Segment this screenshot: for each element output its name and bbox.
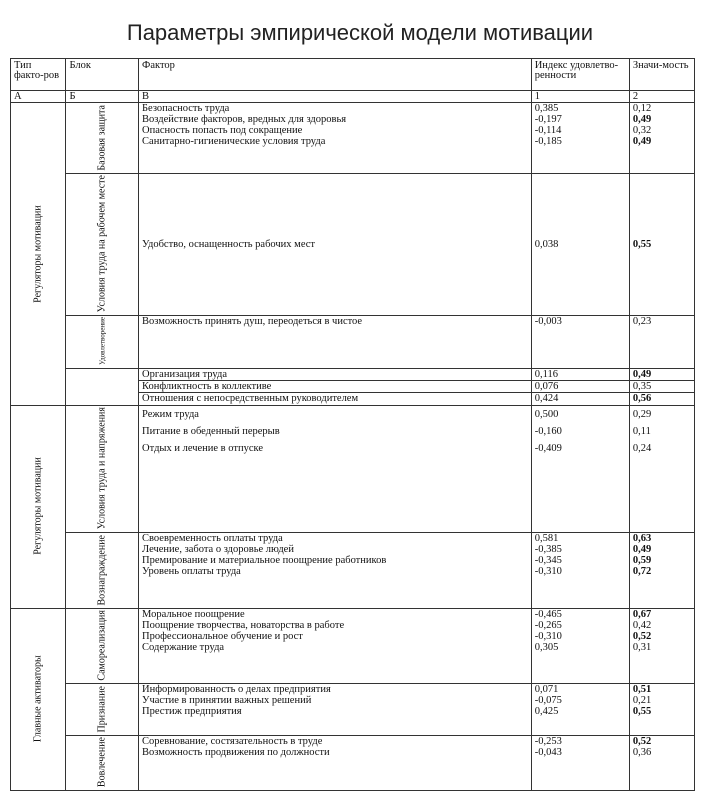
index-value-cell: 0,581 -0,385 -0,345 -0,310 <box>531 533 629 609</box>
factor-cell: Отношения с непосредственным руководителем <box>139 392 532 405</box>
motivation-table <box>10 58 695 791</box>
block-label: Удовлетворение <box>66 315 139 368</box>
block-label: Условия труда и напряжения <box>66 405 139 532</box>
index-value-cell: 0,424 <box>531 392 629 405</box>
significance-cell: 0,56 <box>629 392 694 405</box>
factor-cell: Возможность принять душ, переодеться в чистое <box>139 315 532 368</box>
group-label: Главные активаторы <box>11 608 66 790</box>
index-value-cell: 0,076 <box>531 380 629 392</box>
group-label: Регуляторы мотивации <box>11 103 66 406</box>
group-label: Регуляторы мотивации <box>11 405 66 608</box>
index-cell: 1 <box>531 91 629 103</box>
significance-cell: 0,63 0,49 0,59 0,72 <box>629 533 694 609</box>
header-block: Блок <box>66 59 139 91</box>
index-value-cell: 0,071 -0,075 0,425 <box>531 684 629 735</box>
factor-cell: Соревнование, состязательность в труде Возможность продвижения по должности <box>139 735 532 790</box>
significance-cell: 0,51 0,21 0,55 <box>629 684 694 735</box>
block-label: Вознаграждение <box>66 533 139 609</box>
index-cell: Б <box>66 91 139 103</box>
significance-cell: 0,29 0,11 0,24 <box>629 405 694 532</box>
factor-cell: Безопасность труда Воздействие факторов, вредных для здоровья Опасность попасть под сокращение Санитарно-гигиенические условия труда <box>139 103 532 174</box>
header-type: Тип факто-ров <box>11 59 66 91</box>
factor-cell: Информированность о делах предприятия Участие в принятии важных решений Престиж предприятия <box>139 684 532 735</box>
block-label: Вовлечение <box>66 735 139 790</box>
index-value-cell: 0,116 <box>531 368 629 380</box>
significance-cell: 0,52 0,36 <box>629 735 694 790</box>
index-cell: 2 <box>629 91 694 103</box>
index-cell: А <box>11 91 66 103</box>
significance-cell: 0,35 <box>629 380 694 392</box>
block-label: Признание <box>66 684 139 735</box>
factor-cell: Режим труда Питание в обеденный перерыв Отдых и лечение в отпуске <box>139 405 532 532</box>
slide-title: Параметры эмпирической модели мотивации <box>126 20 594 45</box>
header-index: Индекс удовлетво-ренности <box>531 59 629 91</box>
significance-cell: 0,12 0,49 0,32 0,49 <box>629 103 694 174</box>
index-value-cell: 0,385 -0,197 -0,114 -0,185 <box>531 103 629 174</box>
factor-cell: Конфликтность в коллективе <box>139 380 532 392</box>
factor-cell: Организация труда <box>139 368 532 380</box>
block-cell <box>66 368 139 405</box>
factor-cell: Удобство, оснащенность рабочих мест <box>139 173 532 315</box>
index-value-cell: -0,003 <box>531 315 629 368</box>
header-factor: Фактор <box>139 59 532 91</box>
significance-cell: 0,55 <box>629 173 694 315</box>
index-value-cell: 0,038 <box>531 173 629 315</box>
significance-cell: 0,67 0,42 0,52 0,31 <box>629 608 694 684</box>
header-significance: Значи-мость <box>629 59 694 91</box>
significance-cell: 0,23 <box>629 315 694 368</box>
motivation-table-scan <box>10 58 695 788</box>
index-value-cell: -0,465 -0,265 -0,310 0,305 <box>531 608 629 684</box>
block-label: Самореализация <box>66 608 139 684</box>
index-value-cell: 0,500 -0,160 -0,409 <box>531 405 629 532</box>
block-label: Условия труда на рабочем месте <box>66 173 139 315</box>
index-value-cell: -0,253 -0,043 <box>531 735 629 790</box>
index-cell: В <box>139 91 532 103</box>
significance-cell: 0,49 <box>629 368 694 380</box>
factor-cell: Моральное поощрение Поощрение творчества, новаторства в работе Профессиональное обучение и рост Содержание труда <box>139 608 532 684</box>
factor-cell: Своевременность оплаты труда Лечение, забота о здоровье людей Премирование и материальное поощрение работников Уровень оплаты труда <box>139 533 532 609</box>
block-label: Базовая защита <box>66 103 139 174</box>
